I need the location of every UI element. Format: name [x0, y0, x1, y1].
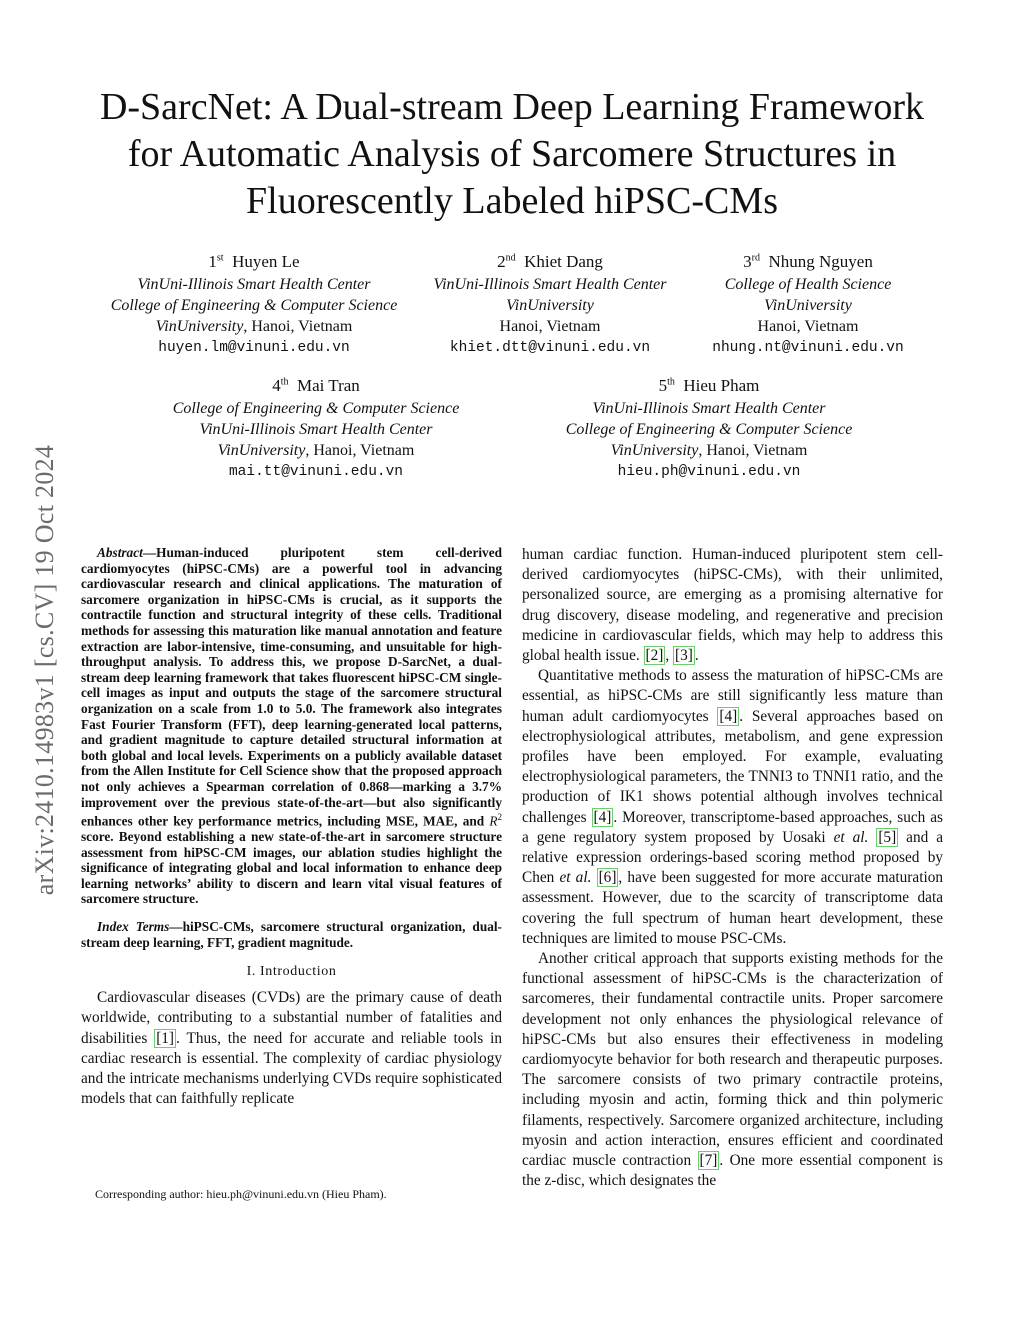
author-4: [155, 374, 477, 483]
left-column: [81, 545, 502, 1109]
author-name: 5th Hieu Pham: [658, 376, 760, 395]
section-heading: I. Introduction: [246, 964, 337, 980]
author-location: VinUniversity, Hanoi, Vietnam: [217, 442, 415, 459]
author-affiliation: VinUni-Illinois Smart Health Center: [592, 400, 826, 417]
arxiv-stamp: [20, 360, 70, 980]
author-5: [548, 374, 870, 483]
author-affiliation: College of Engineering & Computer Science: [565, 421, 853, 438]
author-location: VinUniversity, Hanoi, Vietnam: [155, 318, 353, 335]
author-affiliation: College of Health Science: [724, 276, 892, 293]
abstract: Abstract—Human-induced pluripotent stem cell-derived cardiomyocytes (hiPSC-CMs) are a powerful tool in advancing cardiovascular research and clinical applications. The maturation of sarcomere organization in hiPSC-CMs is crucial, as it supports the contractile function and structural integrity of these cells. Traditional methods for assessing this maturation like manual annotation and feature extraction are labor-intensive, time-consuming, and unsuitable for high-throughput analysis. To address this, we propose D-SarcNet, a dual-stream deep learning framework that takes fluorescent hiPSC-CM single-cell images as input and outputs the stage of the sarcomere structural organization on a scale from 1.0 to 5.0. The framework also integrates Fast Fourier Transform (FFT), deep learning-generated local patterns, and gradient magnitude to capture detailed structural information at both global and local levels. Experiments on a publicly available dataset from the Allen Institute for Cell Science show that the proposed approach not only achieves a Spearman correlation of 0.868—marking a 3.7% improvement over the previous state-of-the-art—but also significantly enhances other key performance metrics, including MSE, MAE, and $R^2$ score. Beyond establishing a new state-of-the-art in sarcomere structure assessment from hiPSC-CM images, our ablation studies highlight the significance of integrating global and local information to enhance deep learning networks’ ability to discern and learn vital visual features of sarcomere structure.: [81, 545, 502, 907]
footnote: Corresponding author: hieu.ph@vinuni.edu.vn (Hieu Pham).: [95, 1187, 387, 1201]
citation-link[interactable]: [7]: [699, 1152, 718, 1170]
citation-link[interactable]: [4]: [719, 707, 738, 725]
author-2: [418, 250, 682, 359]
author-affiliation: College of Engineering & Computer Science: [110, 297, 398, 314]
author-email[interactable]: nhung.nt@vinuni.edu.vn: [712, 340, 904, 356]
author-name: 2nd Khiet Dang: [497, 252, 603, 271]
citation-link[interactable]: [1]: [156, 1029, 175, 1047]
index-terms: Index Terms—hiPSC-CMs, sarcomere structural organization, dual-stream deep learning, FFT, gradient magnitude.: [81, 919, 502, 950]
author-affiliation: VinUniversity: [506, 297, 594, 314]
author-affiliation: VinUni-Illinois Smart Health Center: [137, 276, 371, 293]
body-paragraph: Another critical approach that supports existing methods for the functional assessment of hiPSC-CMs is the characterization of sarcomeres, their fundamental contractile units. Proper sarcomere development not only enhances the physiological relevance of hiPSC-CMs but also ensures their effectiveness in modeling cardiomyocyte behavior for both research and therapeutic purposes. The sarcomere consists of two primary contractile proteins, including myosin and actin, forming thick and thin polymeric filaments, respectively. Sarcomere organized architecture, including myosin and action interaction, ensures efficient and coordinated cardiac muscle contraction [7] . One more essential component is the z-disc, which designates the: [522, 950, 943, 1190]
intro-paragraph: Cardiovascular diseases (CVDs) are the primary cause of death worldwide, contributing to a substantial number of fatalities and disabilities [1] . Thus, the need for accurate and reliable tools in cardiac research is essential. The complexity of cardiac physiology and the intricate mechanisms underlying CVDs require sophisticated models that can faithfully replicate: [81, 989, 502, 1108]
author-email[interactable]: huyen.lm@vinuni.edu.vn: [158, 340, 350, 356]
author-location: Hanoi, Vietnam: [499, 318, 601, 335]
author-affiliation: VinUni-Illinois Smart Health Center: [199, 421, 433, 438]
citation-link[interactable]: [3]: [675, 647, 693, 665]
citation-link[interactable]: [5]: [878, 828, 897, 846]
author-location: VinUniversity, Hanoi, Vietnam: [610, 442, 808, 459]
author-name: 4th Mai Tran: [272, 376, 360, 395]
body-paragraph: human cardiac function. Human-induced pluripotent stem cell-derived cardiomyocytes (hiPSC-CMs), with their unlimited, personalized source, are emerging as a promising alternative for drug discovery, disease modeling, and regenerative and precision medicine in cardiovascular fields, which may help to address this global health issue. [2] , [3] .: [522, 546, 943, 665]
citation-link[interactable]: [4]: [593, 808, 612, 826]
author-email[interactable]: mai.tt@vinuni.edu.vn: [228, 464, 404, 480]
paper-title: D-SarcNet: A Dual-stream Deep Learning Framework for Automatic Analysis of Sarcomere Structures in Fluorescently Labeled hiPSC-CMs: [99, 86, 925, 222]
author-location: Hanoi, Vietnam: [757, 318, 859, 335]
author-name: 3rd Nhung Nguyen: [743, 252, 873, 271]
author-affiliation: VinUni-Illinois Smart Health Center: [433, 276, 667, 293]
right-column: [522, 545, 943, 1192]
citation-link[interactable]: [6]: [598, 869, 617, 887]
citation-link[interactable]: [2]: [645, 647, 664, 665]
author-name: 1st Huyen Le: [208, 252, 300, 271]
author-email[interactable]: hieu.ph@vinuni.edu.vn: [617, 464, 801, 480]
arxiv-stamp-text: arXiv:2410.14983v1 [cs.CV] 19 Oct 2024: [30, 444, 59, 896]
author-1: [93, 250, 415, 359]
author-affiliation: VinUniversity: [764, 297, 852, 314]
author-affiliation: College of Engineering & Computer Science: [172, 400, 460, 417]
author-email[interactable]: khiet.dtt@vinuni.edu.vn: [449, 340, 651, 356]
author-3: [688, 250, 928, 359]
body-paragraph: Quantitative methods to assess the maturation of hiPSC-CMs are essential, as hiPSC-CMs are still significantly less mature than human adult cardiomyocytes [4] . Several approaches based on electrophysiological attributes, metabolism, and gene expression profiles have been employed. For example, evaluating electrophysiological parameters, the TNNI3 to TNNI1 ratio, and the production of IK1 shows potential although involves technical challenges [4] . Moreover, transcriptome-based approaches, such as a gene regulatory system proposed by Uosaki et al. [5] and a relative expression orderings-based scoring method proposed by Chen et al. [6] , have been suggested for more accurate maturation assessment. However, due to the scarcity of transcriptome data covering the full spectrum of human heart development, these techniques are limited to mouse PSC-CMs.: [522, 667, 944, 947]
